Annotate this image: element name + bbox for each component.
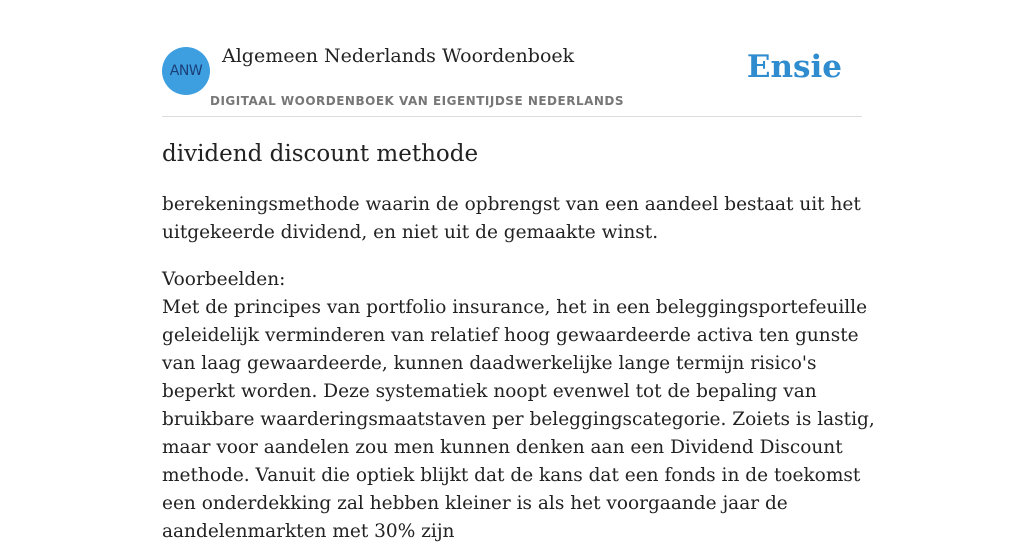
- entry-definition: berekeningsmethode waarin de opbrengst van een aandeel bestaat uit het uitgekeerde dividend, en niet uit de gemaakte winst.: [162, 194, 861, 243]
- site-subtitle: DIGITAAL WOORDENBOEK VAN EIGENTIJDSE NEDERLANDS: [210, 94, 625, 108]
- anw-logo[interactable]: ANW: [162, 47, 210, 95]
- entry-content: [162, 137, 882, 546]
- examples-label: Voorbeelden:: [162, 269, 286, 290]
- site-header: [162, 0, 862, 117]
- ensie-brand-logo[interactable]: Ensie: [746, 49, 842, 85]
- site-title[interactable]: Algemeen Nederlands Woordenboek: [222, 45, 575, 67]
- entry-term: dividend discount methode: [162, 141, 479, 167]
- example-text: Met de principes van portfolio insurance, het in een beleggingsportefeuille geleidelijk verminderen van relatief hoog gewaardeerde activa ten gunste van laag gewaardeerde, kunnen daadwerkelijke lange termijn risico's beperkt worden. Deze systematiek noopt evenwel tot de bepaling van bruikbare waarderingsmaatstaven per beleggingscategorie. Zoiets is lastig, maar voor aandelen zou men kunnen denken aan een Dividend Discount methode. Vanuit die optiek blijkt dat de kans dat een fonds in de toekomst een onderdekking zal hebben kleiner is als het voorgaande jaar de aandelenmarkten met 30% zijn: [162, 297, 875, 542]
